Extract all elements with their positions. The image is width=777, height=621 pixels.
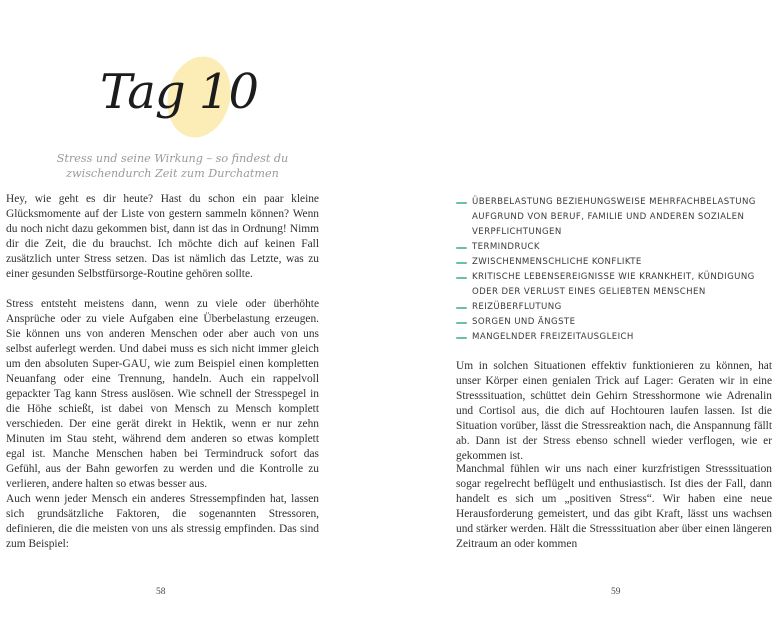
list-item bbox=[456, 270, 772, 300]
list-item bbox=[456, 300, 772, 315]
paragraph: Auch wenn jeder Mensch ein anderes Stressempfinden hat, lassen sich grundsätzliche Faktoren, die sogenannten Stressoren, definieren, die die meisten von uns als stressig empfinden. Das sind zum Beispiel: bbox=[6, 493, 319, 550]
dash-bullet-icon bbox=[456, 322, 467, 324]
right-page bbox=[389, 0, 777, 621]
list-item-text: REIZÜBERFLUTUNG bbox=[472, 302, 562, 312]
dash-bullet-icon bbox=[456, 277, 467, 279]
list-item bbox=[456, 240, 772, 255]
left-page bbox=[0, 0, 388, 621]
dash-bullet-icon bbox=[456, 337, 467, 339]
list-item-text: SORGEN UND ÄNGSTE bbox=[472, 317, 576, 327]
paragraph: Manchmal fühlen wir uns nach einer kurzfristigen Stresssituation sogar regelrecht beflügelt und enthusiastisch. Ist dies der Fall, dann handelt es sich um „positiven Stress“. Wir haben eine neue Herausforderung gemeistert, und das gibt Kraft, lässt uns wachsen und stärker werden. Hält die Stresssituation aber über einen längeren Zeitraum an oder kommen bbox=[456, 463, 772, 550]
paragraph: Um in solchen Situationen effektiv funktionieren zu können, hat unser Körper einen genialen Trick auf Lager: Geraten wir in eine Stresssituation, schüttet dein Gehirn Stresshormone wie Adrenalin und Cortisol aus, die dich auf Hochtouren laufen lassen. Ist die Situation vorüber, lässt die Stressreaktion nach, die Anspannung fällt ab. Dann ist der Stress ebenso schnell wieder verflogen, wie er gekommen ist. bbox=[456, 360, 772, 462]
list-item-text: ÜBERBELASTUNG BEZIEHUNGSWEISE MEHRFACHBELASTUNG AUFGRUND VON BERUF, FAMILIE UND ANDEREN SOZIALEN VERPFLICHTUNGEN bbox=[472, 197, 756, 237]
list-item bbox=[456, 315, 772, 330]
list-item bbox=[456, 330, 772, 345]
page-number: 58 bbox=[156, 587, 166, 597]
chapter-title bbox=[100, 50, 258, 150]
list-item-text: TERMINDRUCK bbox=[472, 242, 540, 252]
page-number: 59 bbox=[611, 587, 621, 597]
dash-bullet-icon bbox=[456, 307, 467, 309]
chapter-title-word: Tag bbox=[100, 64, 185, 120]
paragraph: Hey, wie geht es dir heute? Hast du schon ein paar kleine Glücksmomente auf der Liste von gestern sammeln können? Wenn du noch nicht dazu gekommen bist, dann ist das in Ordnung! Nimm dir die Zeit, die du brauchst. Ich möchte dich auf keinen Fall zusätzlich unter Stress setzen. Das ist nämlich das Letzte, was zu einer gesunden Selbstfürsorge-Routine gehören sollte. bbox=[6, 193, 319, 280]
chapter-subtitle: Stress und seine Wirkung – so findest du zwischendurch Zeit zum Durchatmen bbox=[56, 152, 289, 180]
chapter-title-number: 10 bbox=[198, 64, 258, 120]
dash-bullet-icon bbox=[456, 262, 467, 264]
dash-bullet-icon bbox=[456, 247, 467, 249]
list-item bbox=[456, 255, 772, 270]
list-item-text: KRITISCHE LEBENSEREIGNISSE WIE KRANKHEIT, KÜNDIGUNG ODER DER VERLUST EINES GELIEBTEN MENSCHEN bbox=[472, 272, 755, 297]
chapter-title-text bbox=[100, 62, 258, 122]
paragraph: Stress entsteht meistens dann, wenn zu viele oder überhöhte Ansprüche oder zu viele Aufgaben eine Überbelastung erzeugen. Sie können uns von anderen Menschen oder aber auch von uns selbst auferlegt werden. Und dabei muss es sich nicht immer gleich um den absoluten Super-GAU, wie zum Beispiel einen kompletten Neuanfang oder eine Trennung, handeln. Auch ein rappelvoll gepackter Tag kann Stress auslösen. Wie schnell der Stresspegel in die Höhe schießt, ist dabei von Mensch zu Mensch komplett verschieden. Der eine gerät direkt in Hektik, wenn er nur zehn Minuten im Stau steht, während dem anderen so etwas komplett egal ist. Manche Menschen haben bei Termindruck sofort das Gefühl, aus der Bahn geworfen zu werden und die Kontrolle zu verlieren, andere halten so etwas besser aus. bbox=[6, 298, 319, 490]
list-item-text: ZWISCHENMENSCHLICHE KONFLIKTE bbox=[472, 257, 642, 267]
list-item bbox=[456, 195, 772, 240]
stressor-list bbox=[456, 195, 772, 345]
dash-bullet-icon bbox=[456, 202, 467, 204]
list-item-text: MANGELNDER FREIZEITAUSGLEICH bbox=[472, 332, 634, 342]
